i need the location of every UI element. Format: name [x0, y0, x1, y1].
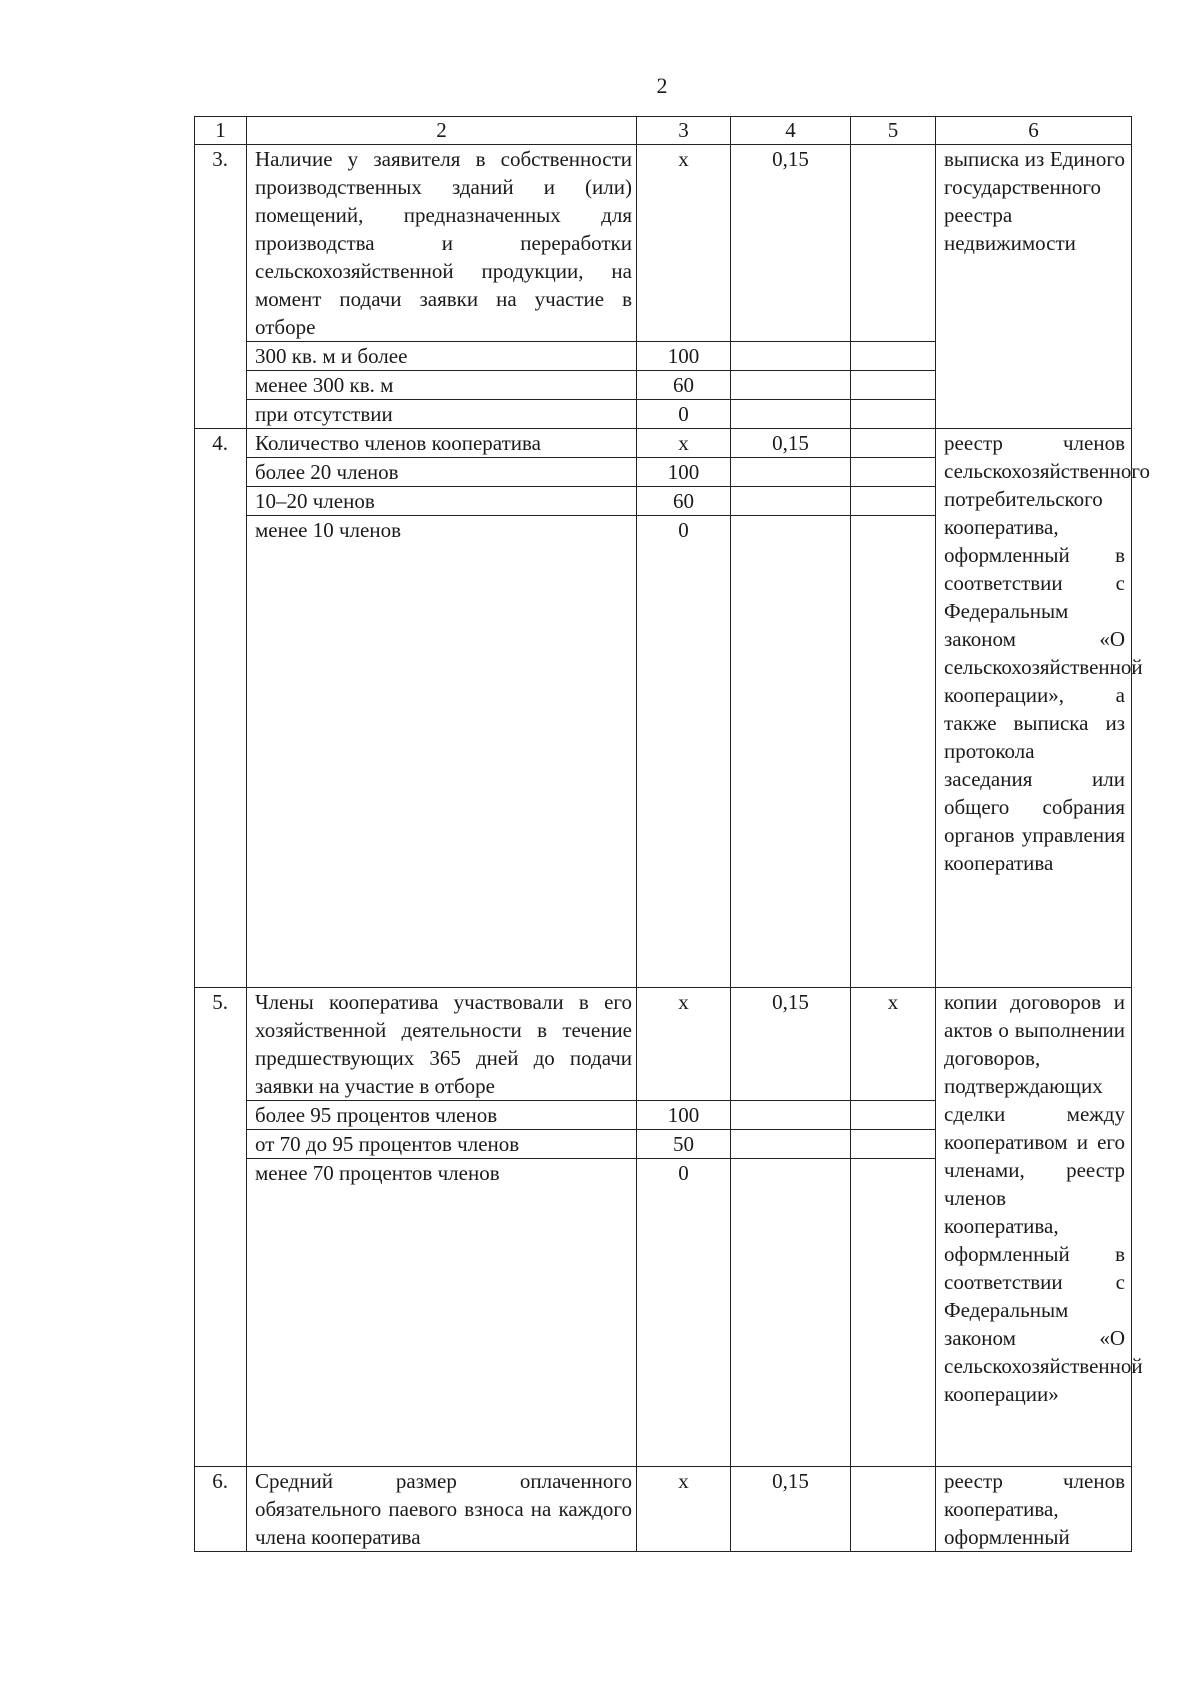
table-row — [195, 1467, 1132, 1552]
option-score: 100 — [637, 458, 731, 487]
col5-cell: х — [851, 988, 936, 1101]
weight-cell: 0,15 — [731, 1467, 851, 1552]
document-cell: реестр членов сельскохозяйственного потребительского кооператива, оформленный в соответствии с Федеральным законом «О сельскохозяйственной кооперации», а также выписка из протокола заседания или общего собрания органов управления кооператива — [936, 429, 1132, 988]
header-cell: 4 — [731, 117, 851, 145]
weight-cell: 0,15 — [731, 988, 851, 1101]
document-cell: копии договоров и актов о выполнении договоров, подтверждающих сделки между кооперативом и его членами, реестр членов кооператива, оформленный в соответствии с Федеральным законом «О сельскохозяйственной кооперации» — [936, 988, 1132, 1467]
option-label: более 95 процентов членов — [247, 1101, 637, 1130]
score-cell: х — [637, 988, 731, 1101]
document-cell: реестр членов кооператива, оформленный — [936, 1467, 1132, 1552]
option-score: 50 — [637, 1130, 731, 1159]
option-label: менее 300 кв. м — [247, 371, 637, 400]
option-score: 60 — [637, 487, 731, 516]
option-score: 0 — [637, 1159, 731, 1467]
weight-cell: 0,15 — [731, 429, 851, 458]
table-row — [195, 988, 1132, 1101]
weight-cell: 0,15 — [731, 145, 851, 342]
table-row — [195, 429, 1132, 458]
header-cell: 1 — [195, 117, 247, 145]
option-label: более 20 членов — [247, 458, 637, 487]
criterion-text: Наличие у заявителя в собственности производственных зданий и (или) помещений, предназначенных для производства и переработки сельскохозяйственной продукции, на момент подачи заявки на участие в отборе — [247, 145, 637, 342]
option-score: 60 — [637, 371, 731, 400]
row-number: 3. — [195, 145, 247, 342]
score-cell: х — [637, 1467, 731, 1552]
col5-cell — [851, 1467, 936, 1552]
col5-cell — [851, 429, 936, 458]
document-cell: выписка из Единого государственного реестра недвижимости — [936, 145, 1132, 429]
option-score: 100 — [637, 1101, 731, 1130]
option-score: 100 — [637, 342, 731, 371]
option-label: менее 10 членов — [247, 516, 637, 988]
option-score: 0 — [637, 400, 731, 429]
table-header-row — [195, 117, 1132, 145]
header-cell: 2 — [247, 117, 637, 145]
option-label: менее 70 процентов членов — [247, 1159, 637, 1467]
header-cell: 6 — [936, 117, 1132, 145]
option-score: 0 — [637, 516, 731, 988]
option-label: от 70 до 95 процентов членов — [247, 1130, 637, 1159]
header-cell: 3 — [637, 117, 731, 145]
row-number: 4. — [195, 429, 247, 458]
table-row — [195, 145, 1132, 342]
row-number: 5. — [195, 988, 247, 1101]
score-cell: х — [637, 145, 731, 342]
option-label: 10–20 членов — [247, 487, 637, 516]
option-label: при отсутствии — [247, 400, 637, 429]
page-number: 2 — [656, 73, 668, 98]
col5-cell — [851, 145, 936, 342]
criterion-text: Члены кооператива участвовали в его хозяйственной деятельности в течение предшествующих 365 дней до подачи заявки на участие в отборе — [247, 988, 637, 1101]
score-cell: х — [637, 429, 731, 458]
row-number: 6. — [195, 1467, 247, 1552]
criterion-text: Количество членов кооператива — [247, 429, 637, 458]
option-label: 300 кв. м и более — [247, 342, 637, 371]
header-cell: 5 — [851, 117, 936, 145]
criterion-text: Средний размер оплаченного обязательного паевого взноса на каждого члена кооператива — [247, 1467, 637, 1552]
criteria-table — [194, 116, 1150, 1552]
